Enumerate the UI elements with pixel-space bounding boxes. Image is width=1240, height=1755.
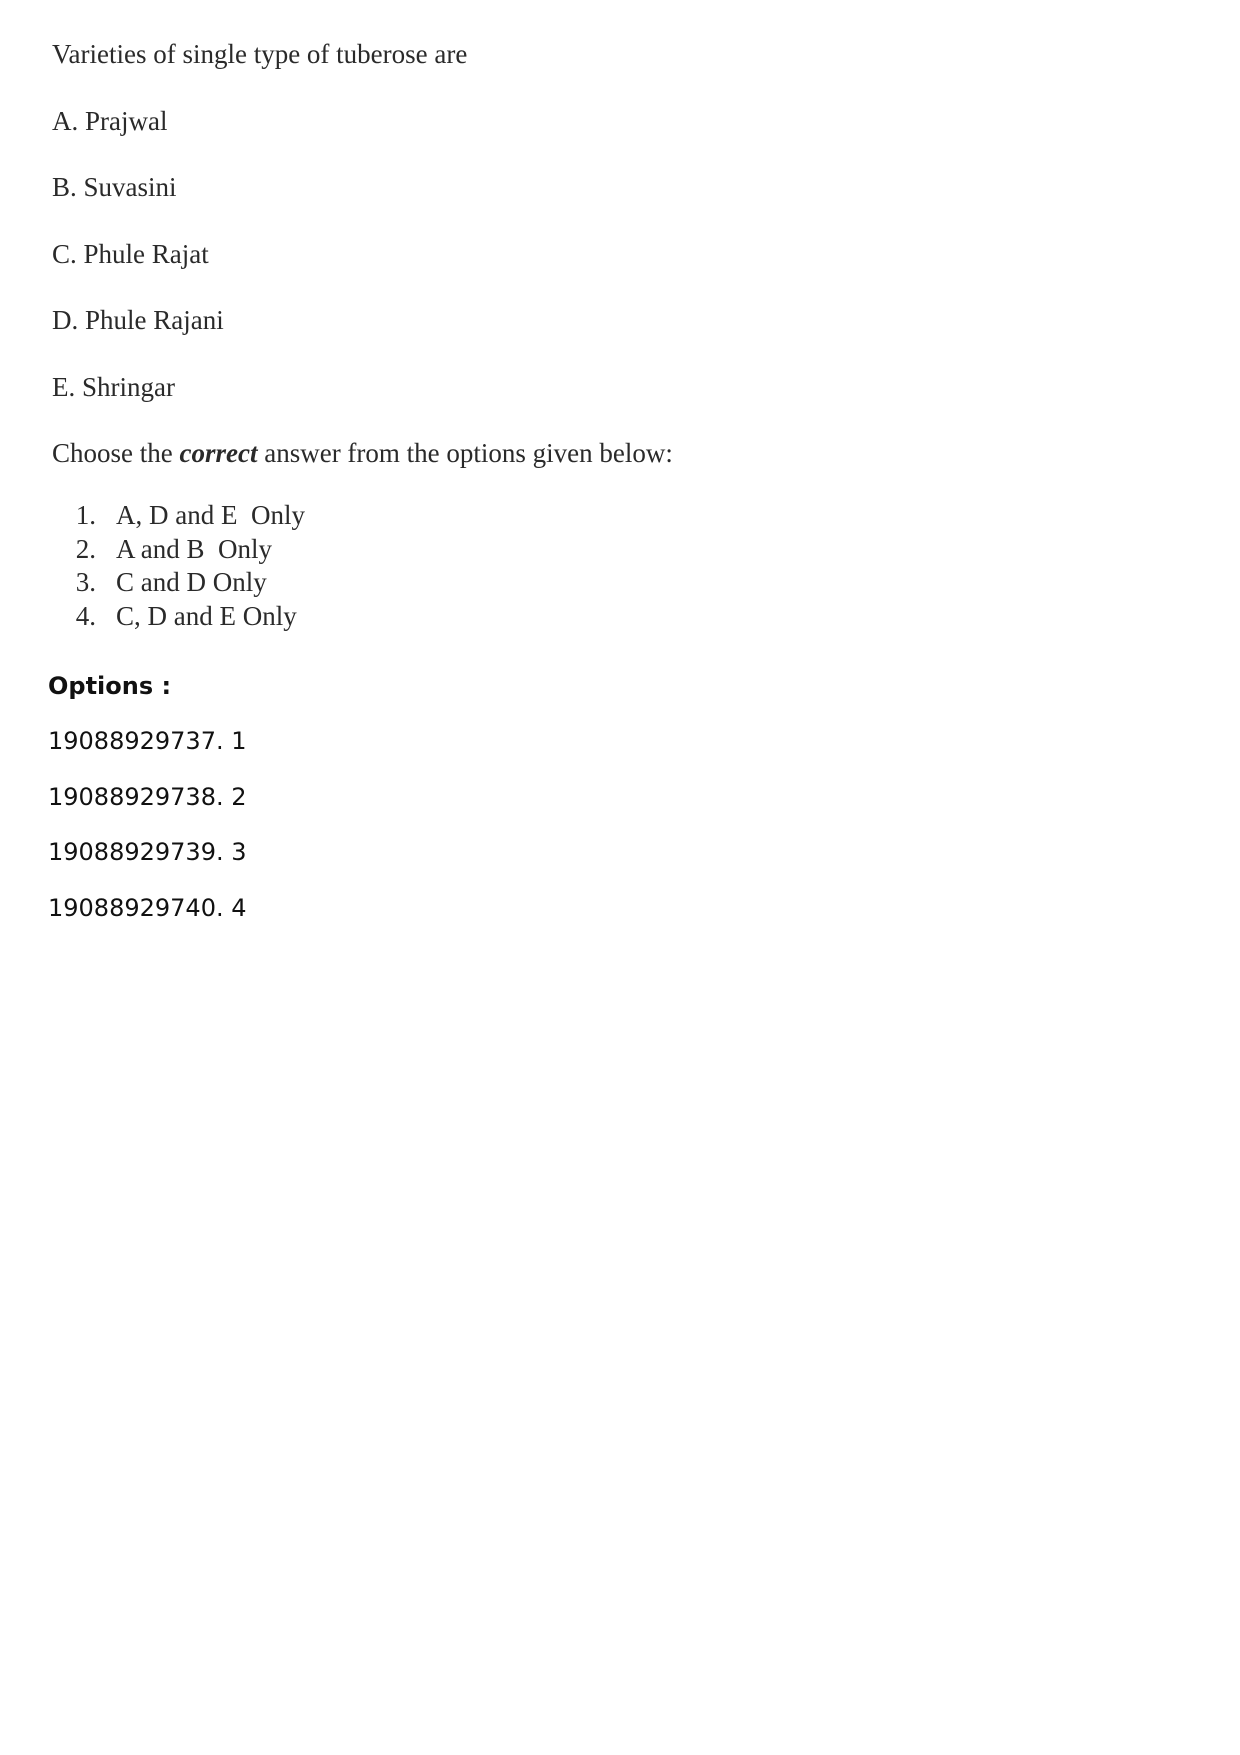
instruction-after: answer from the options given below: bbox=[257, 438, 673, 468]
answer-instruction bbox=[52, 437, 952, 499]
choice-item bbox=[52, 600, 952, 634]
option-item-4: 19088929740. 4 bbox=[48, 893, 247, 922]
statement-b: B. Suvasini bbox=[52, 172, 177, 202]
statement-e: E. Shringar bbox=[52, 371, 175, 402]
question-stem: Varieties of single type of tuberose are bbox=[52, 39, 468, 69]
statement-d: D. Phule Rajani bbox=[52, 305, 224, 335]
choice-number: 1. bbox=[75, 500, 96, 530]
choice-number: 4. bbox=[75, 600, 96, 631]
choice-number: 3. bbox=[75, 567, 96, 597]
choice-text: C and D Only bbox=[116, 567, 267, 597]
options-heading: Options : bbox=[48, 672, 172, 700]
choice-text: C, D and E Only bbox=[116, 600, 297, 631]
option-item-1: 19088929737. 1 bbox=[48, 727, 247, 755]
choice-number: 2. bbox=[75, 533, 96, 564]
choice-item bbox=[52, 566, 952, 600]
question-block bbox=[52, 38, 952, 633]
choice-list bbox=[52, 499, 952, 633]
instruction-emphasis: correct bbox=[179, 438, 258, 468]
statement-a: A. Prajwal bbox=[52, 105, 168, 136]
choice-item bbox=[52, 499, 952, 533]
options-block bbox=[48, 672, 247, 949]
option-item-2: 19088929738. 2 bbox=[48, 782, 247, 811]
option-item-3: 19088929739. 3 bbox=[48, 838, 247, 866]
choice-text: A and B Only bbox=[116, 533, 273, 564]
choice-item bbox=[52, 533, 952, 567]
instruction-before: Choose the bbox=[52, 438, 180, 468]
choice-text: A, D and E Only bbox=[116, 500, 305, 530]
statement-c: C. Phule Rajat bbox=[52, 238, 209, 269]
